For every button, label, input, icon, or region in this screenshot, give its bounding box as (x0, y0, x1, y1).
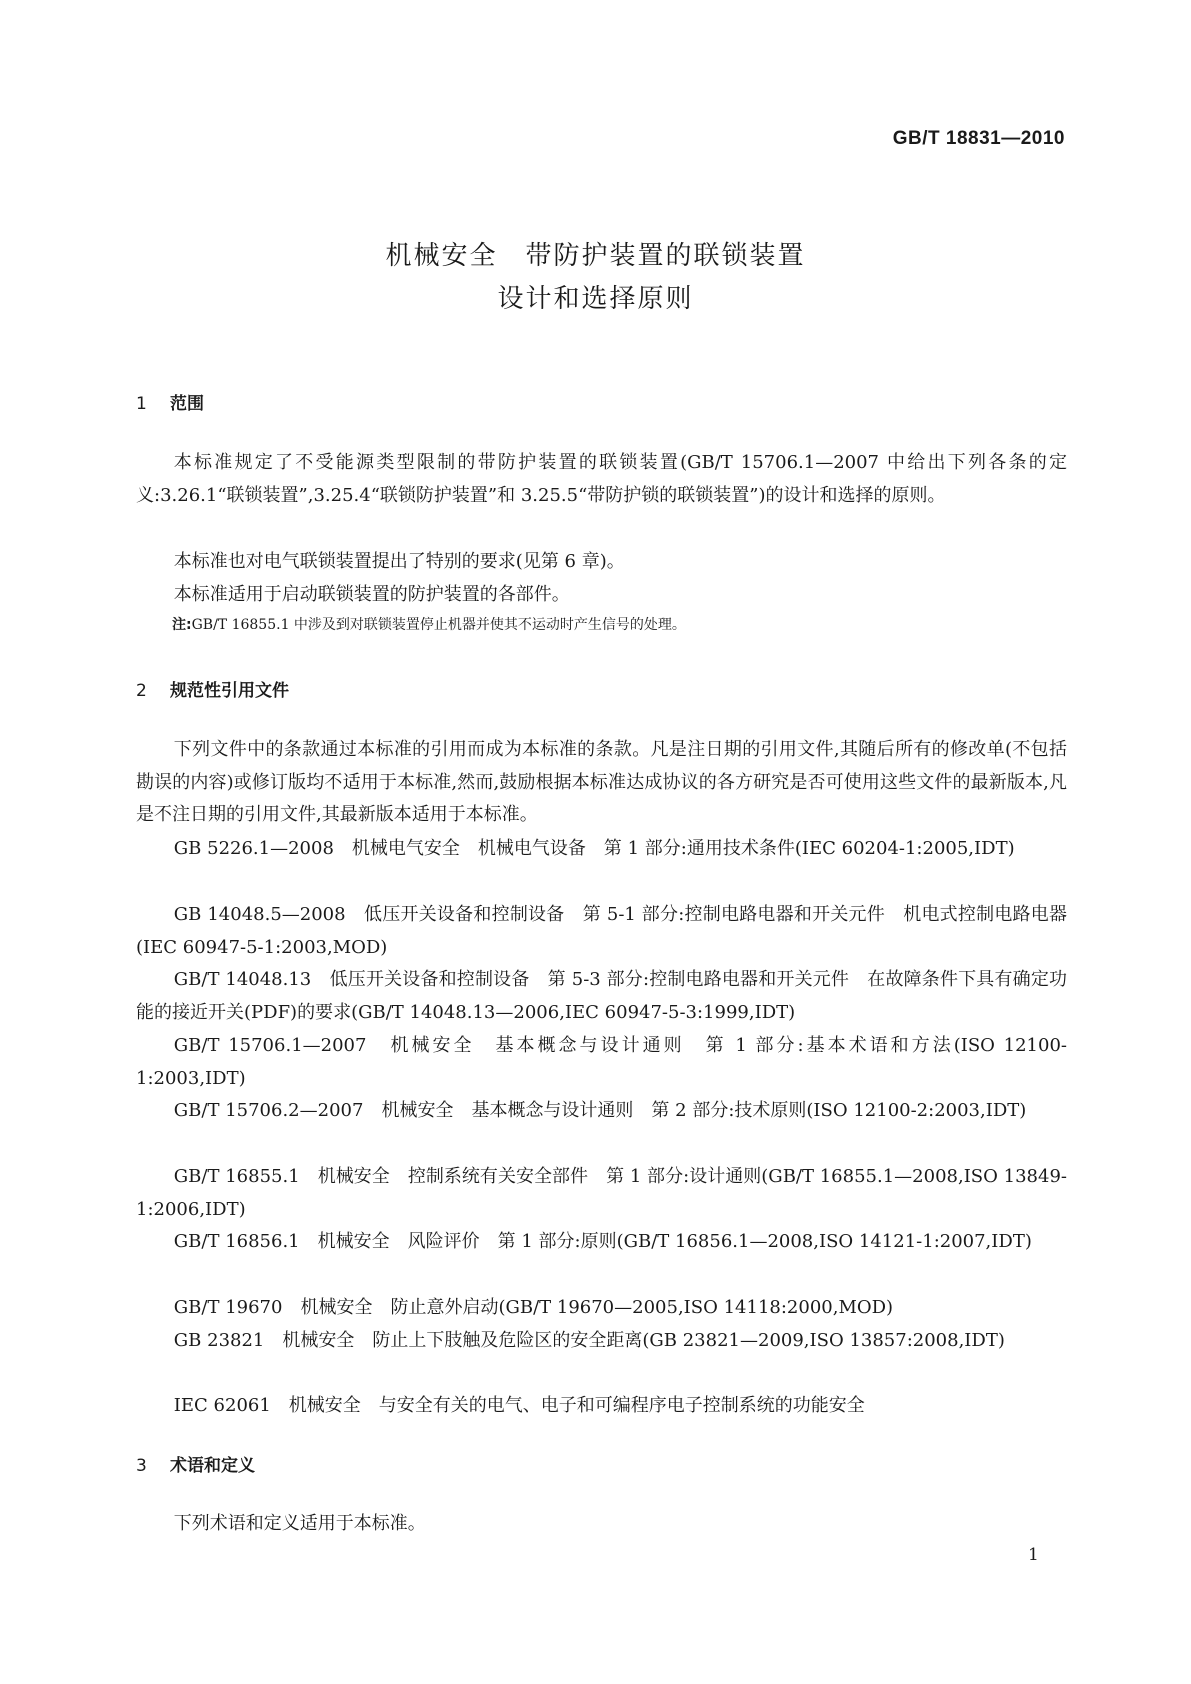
paragraph: 下列文件中的条款通过本标准的引用而成为本标准的条款。凡是注日期的引用文件,其随后所有的修改单(不包括勘误的内容)或修订版均不适用于本标准,然而,鼓励根据本标准达成协议的各方研究是否可使用这些文件的最新版本,凡是不注日期的引用文件,其最新版本适用于本标准。 (136, 739, 1067, 826)
section-title: 规范性引用文件 (170, 681, 289, 701)
paragraph: 本标准也对电气联锁装置提出了特别的要求(见第 6 章)。 (173, 551, 625, 572)
note (172, 614, 1067, 636)
section-number: 1 (136, 394, 147, 414)
paragraph: 本标准规定了不受能源类型限制的带防护装置的联锁装置(GB/T 15706.1—2007 中给出下列各条的定义:3.26.1“联锁装置”,3.25.4“联锁防护装置”和 3.25.5“带防护锁的联锁装置”)的设计和选择的原则。 (136, 452, 1067, 506)
reference-item: GB/T 14048.13 低压开关设备和控制设备 第 5-3 部分:控制电路电器和开关元件 在故障条件下具有确定功能的接近开关(PDF)的要求(GB/T 14048.13—2006,IEC 60947-5-3:1999,IDT) (136, 969, 1067, 1023)
reference-item: GB 23821 机械安全 防止上下肢触及危险区的安全距离(GB 23821—2009,ISO 13857:2008,IDT) (173, 1330, 1005, 1351)
paragraph: 本标准适用于启动联锁装置的防护装置的各部件。 (173, 584, 570, 605)
page-number: 1 (1028, 1545, 1039, 1565)
reference-item: GB/T 16855.1 机械安全 控制系统有关安全部件 第 1 部分:设计通则(GB/T 16855.1—2008,ISO 13849-1:2006,IDT) (136, 1166, 1067, 1220)
section-number: 3 (136, 1456, 147, 1476)
section-number: 2 (136, 681, 147, 701)
section-heading-normative-references (136, 676, 289, 701)
section-heading-scope (136, 389, 204, 414)
reference-item: GB/T 16856.1 机械安全 风险评价 第 1 部分:原则(GB/T 16856.1—2008,ISO 14121-1:2007,IDT) (173, 1231, 1032, 1252)
section-title: 术语和定义 (170, 1456, 255, 1476)
reference-item: GB 14048.5—2008 低压开关设备和控制设备 第 5-1 部分:控制电路电器和开关元件 机电式控制电路电器(IEC 60947-5-1:2003,MOD) (136, 904, 1067, 958)
reference-item: IEC 62061 机械安全 与安全有关的电气、电子和可编程序电子控制系统的功能安全 (173, 1395, 865, 1416)
reference-item: GB/T 15706.2—2007 机械安全 基本概念与设计通则 第 2 部分:技术原则(ISO 12100-2:2003,IDT) (173, 1100, 1027, 1121)
reference-item: GB/T 15706.1—2007 机械安全 基本概念与设计通则 第 1 部分:基本术语和方法(ISO 12100-1:2003,IDT) (136, 1035, 1067, 1089)
document-title-line2: 设计和选择原则 (497, 284, 694, 314)
document-title-line1: 机械安全 带防护装置的联锁装置 (385, 241, 806, 271)
reference-item: GB/T 19670 机械安全 防止意外启动(GB/T 19670—2005,ISO 14118:2000,MOD) (173, 1297, 894, 1318)
paragraph: 下列术语和定义适用于本标准。 (173, 1513, 426, 1534)
reference-item: GB 5226.1—2008 机械电气安全 机械电气设备 第 1 部分:通用技术条件(IEC 60204-1:2005,IDT) (173, 838, 1015, 859)
section-title: 范围 (170, 394, 204, 414)
note-label: 注: (172, 617, 192, 633)
section-heading-terms-definitions (136, 1451, 255, 1476)
standard-number: GB/T 18831—2010 (892, 128, 1065, 149)
note-text: GB/T 16855.1 中涉及到对联锁装置停止机器并使其不运动时产生信号的处理。 (191, 617, 686, 633)
